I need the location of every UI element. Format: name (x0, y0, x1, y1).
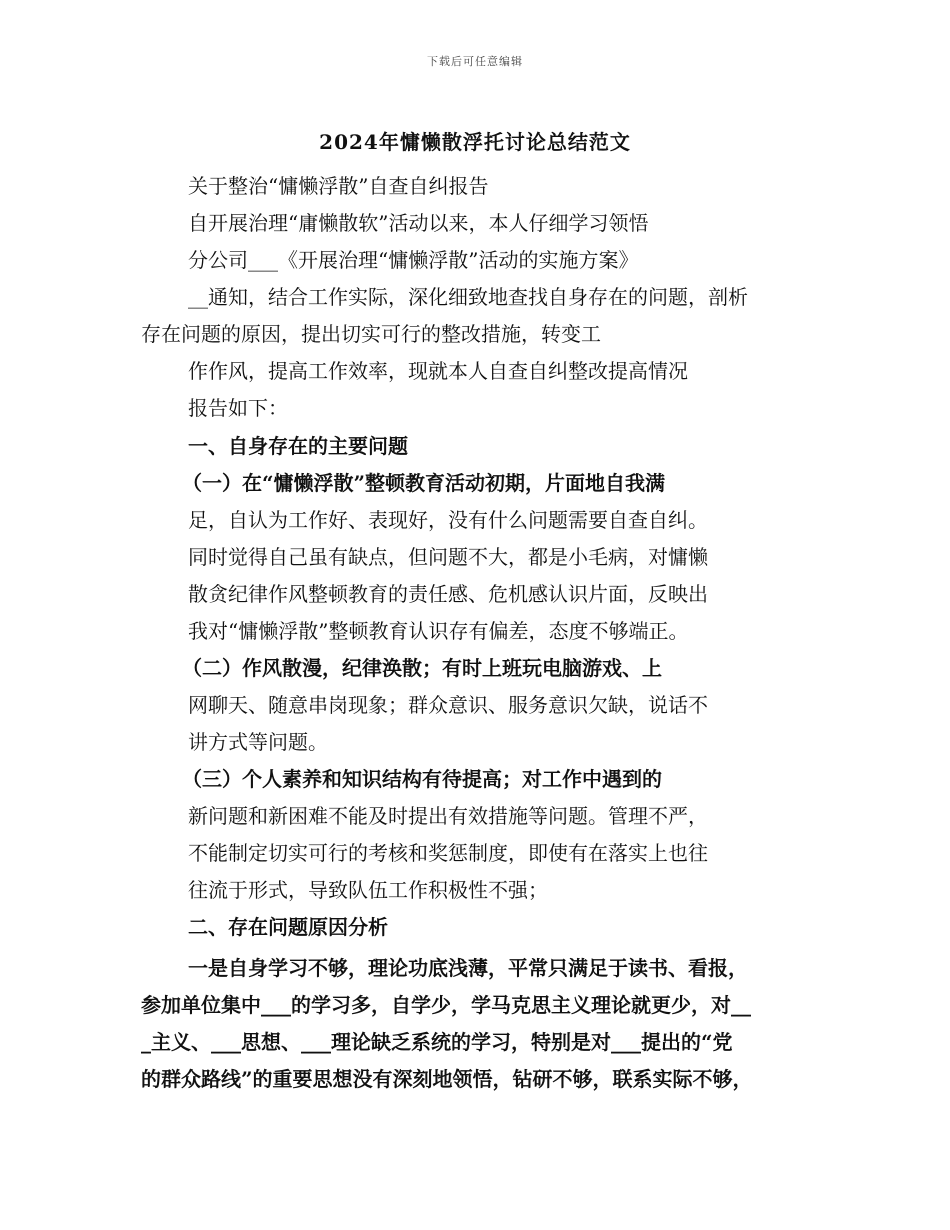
section-heading: 一、自身存在的主要问题 (188, 434, 408, 458)
body-line: 我对“慵懒浮散”整顿教育认识存有偏差，态度不够端正。 (188, 619, 689, 643)
body-line-bold: 一是自身学习不够，理论功底浅薄，平常只满足于读书、看报， (188, 956, 748, 980)
body-line: 往流于形式，导致队伍工作积极性不强； (188, 878, 548, 902)
body-line: 同时觉得自己虽有缺点，但问题不大，都是小毛病，对慵懒 (188, 545, 708, 569)
body-line: 关于整治“慵懒浮散”自查自纠报告 (188, 174, 489, 198)
subsection-heading: （三）个人素养和知识结构有待提高；对工作中遇到的 (182, 767, 662, 791)
body-line: 新问题和新困难不能及时提出有效措施等问题。管理不严， (188, 804, 708, 828)
page-header-note: 下载后可任意编辑 (427, 55, 523, 68)
body-line: 分公司___《开展治理“慵懒浮散”活动的实施方案》 (188, 248, 639, 272)
body-line: 网聊天、随意串岗现象；群众意识、服务意识欠缺，说话不 (188, 693, 708, 717)
body-line: 散贪纪律作风整顿教育的责任感、危机感认识片面，反映出 (188, 582, 708, 606)
subsection-heading: （二）作风散漫，纪律涣散；有时上班玩电脑游戏、上 (182, 656, 662, 680)
body-line: 足，自认为工作好、表现好，没有什么问题需要自查自纠。 (188, 508, 708, 532)
body-line: __通知，结合工作实际，深化细致地查找自身存在的问题，剖析 (188, 285, 748, 309)
body-line: 自开展治理“庸懒散软”活动以来，本人仔细学习领悟 (188, 211, 649, 235)
body-line: 作作风，提高工作效率，现就本人自查自纠整改提高情况 (188, 359, 688, 383)
body-line: 讲方式等问题。 (188, 730, 328, 754)
body-line-bold: _主义、___思想、___理论缺乏系统的学习，特别是对___提出的“党 (141, 1030, 733, 1054)
body-line-bold: 的群众路线”的重要思想没有深刻地领悟，钻研不够，联系实际不够， (141, 1067, 753, 1091)
body-line-bold: 参加单位集中___的学习多，自学少，学马克思主义理论就更少，对__ (141, 993, 751, 1017)
section-heading: 二、存在问题原因分析 (188, 915, 388, 939)
body-line: 存在问题的原因，提出切实可行的整改措施，转变工 (141, 322, 601, 346)
body-line: 报告如下： (188, 396, 288, 420)
subsection-heading: （一）在“慵懒浮散”整顿教育活动初期，片面地自我满 (182, 471, 666, 495)
document-title: 2024年慵懒散浮托讨论总结范文 (319, 130, 631, 154)
body-line: 不能制定切实可行的考核和奖惩制度，即使有在落实上也往 (188, 841, 708, 865)
